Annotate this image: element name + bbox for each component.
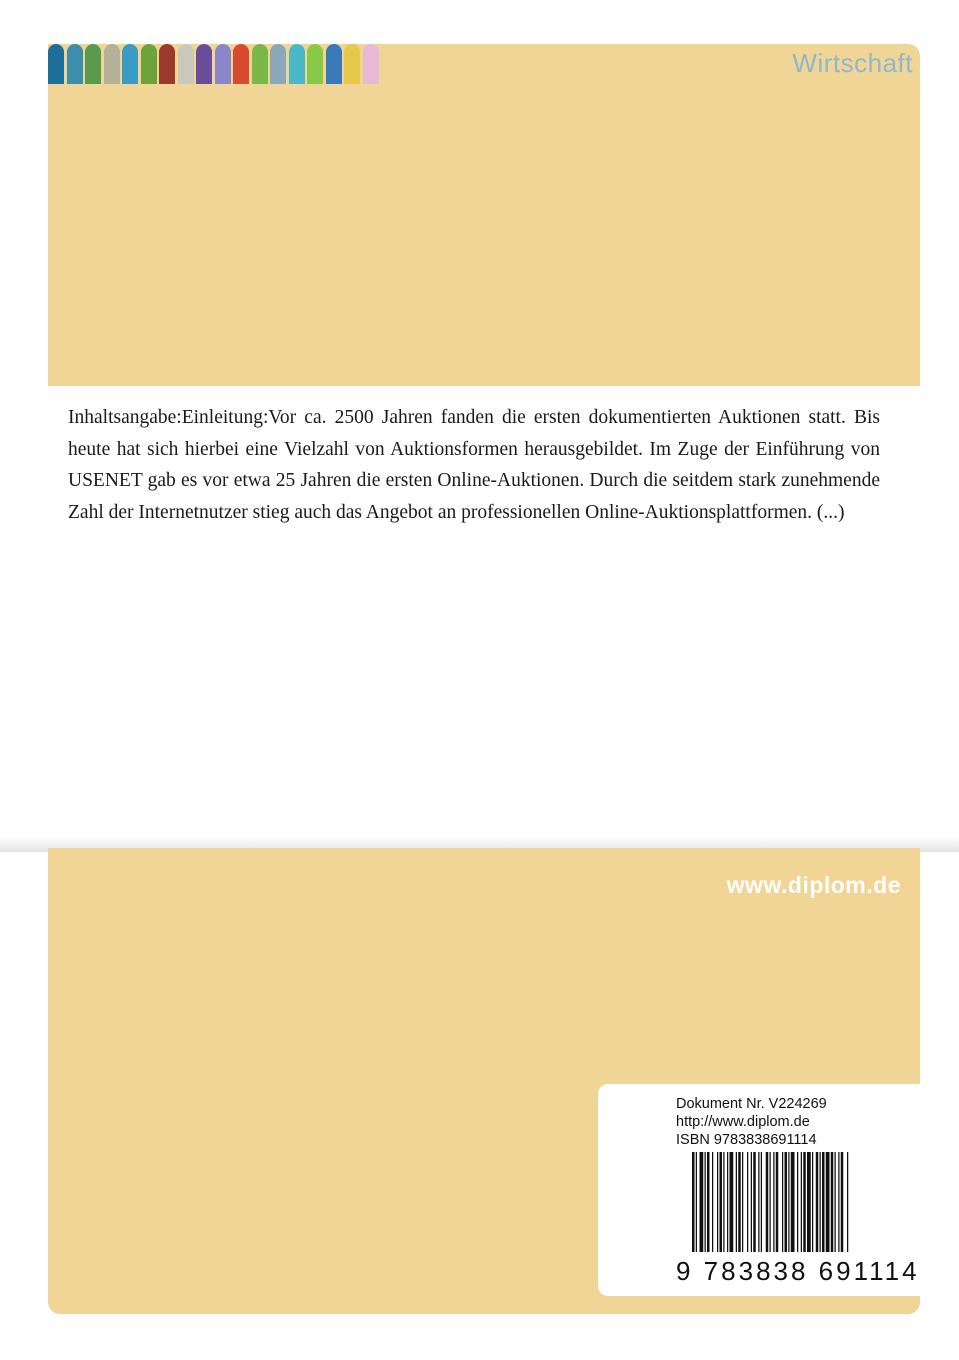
color-tab	[159, 44, 175, 84]
color-tab	[289, 44, 305, 84]
isbn-number: ISBN 9783838691114	[676, 1132, 817, 1148]
color-tab	[252, 44, 268, 84]
color-tab	[307, 44, 323, 84]
color-tab	[67, 44, 83, 84]
color-tab	[85, 44, 101, 84]
color-tab	[215, 44, 231, 84]
publisher-website: www.diplom.de	[726, 872, 901, 898]
color-tab	[178, 44, 194, 84]
document-number: Dokument Nr. V224269	[676, 1096, 827, 1112]
document-url: http://www.diplom.de	[676, 1114, 810, 1130]
top-cover-panel	[48, 44, 920, 386]
color-tab	[104, 44, 120, 84]
color-tab	[326, 44, 342, 84]
color-tab	[233, 44, 249, 84]
color-tab	[122, 44, 138, 84]
color-tab-strip	[48, 44, 388, 84]
barcode-icon	[690, 1152, 900, 1264]
color-tab	[48, 44, 64, 84]
color-tab	[141, 44, 157, 84]
color-tab	[270, 44, 286, 84]
barcode-digits: 9 783838 691114	[676, 1256, 920, 1286]
color-tab	[363, 44, 379, 84]
book-blurb: Inhaltsangabe:Einleitung:Vor ca. 2500 Jahren fanden die ersten dokumentierten Auktionen statt. Bis heute hat sich hierbei eine Vielzahl von Auktionsformen herausgebildet. Im Zuge der Einführung von USENET gab es vor etwa 25 Jahren die ersten Online-Auktionen. Durch die seitdem stark zunehmende Zahl der Internetnutzer stieg auch das Angebot an professionellen Online-Auktionsplattformen. (...)	[68, 407, 880, 523]
category-label: Wirtschaft	[792, 48, 913, 78]
color-tab	[344, 44, 360, 84]
color-tab	[196, 44, 212, 84]
